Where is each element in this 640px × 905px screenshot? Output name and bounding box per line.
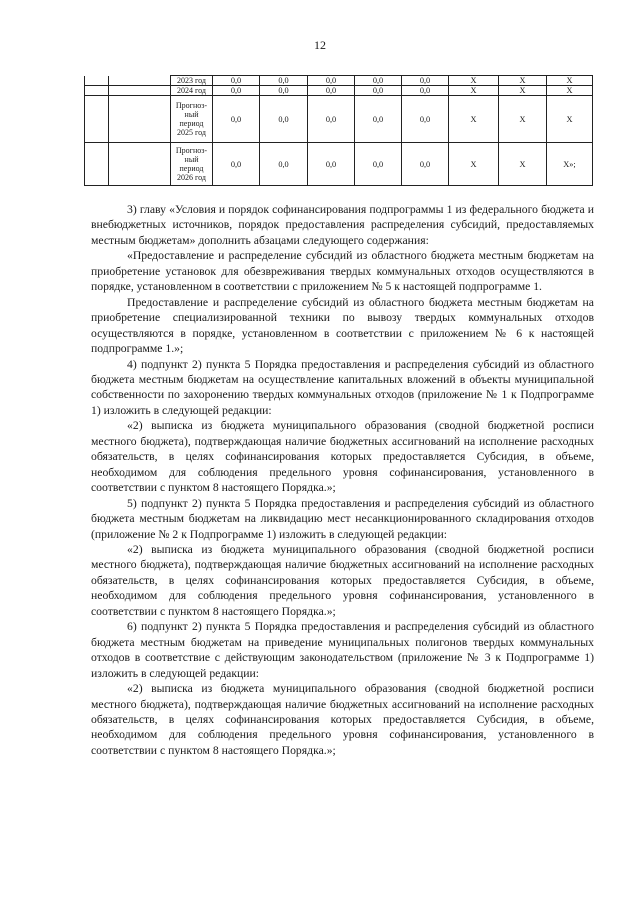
table-row (85, 143, 593, 186)
budget-table (84, 75, 593, 186)
table-cell-period (171, 76, 213, 86)
table-cell-empty (109, 86, 171, 96)
table-cell-empty (85, 96, 109, 143)
table-cell-period (171, 86, 213, 96)
table-cell-empty (85, 143, 109, 186)
table-cell-value: Х (499, 143, 547, 186)
period-label-line: ный (184, 110, 199, 119)
table-cell-value: 0,0 (260, 96, 308, 143)
table-cell-value: 0,0 (355, 96, 402, 143)
period-label-line: 2024 год (177, 86, 206, 95)
table-cell-value: Х (499, 76, 547, 86)
period-label-line: Прогноз- (175, 146, 208, 155)
table-row (85, 96, 593, 143)
table-cell-value: Х (547, 86, 593, 96)
table-cell-value: 0,0 (402, 143, 449, 186)
paragraph: 4) подпункт 2) пункта 5 Порядка предоставления и распределения субсидий из областного бюджета местным бюджетам на осуществление капитальных вложений в объекты муниципальной собственности по захоронению твердых коммунальных отходов (приложение № 1 к Подпрограмме 1) изложить в следующей редакции: (91, 357, 594, 417)
table-cell-value: Х (449, 76, 499, 86)
table-cell-empty (85, 76, 109, 86)
table-cell-value: 0,0 (260, 76, 308, 86)
table-cell-value: 0,0 (308, 76, 355, 86)
period-label-line: 2023 год (177, 76, 206, 85)
table-cell-value: Х (449, 86, 499, 96)
table-row (85, 76, 593, 86)
table-cell-value: 0,0 (402, 96, 449, 143)
document-body (91, 202, 594, 758)
table-cell-empty (85, 86, 109, 96)
paragraph: «Предоставление и распределение субсидий из областного бюджета местным бюджетам на приобретение установок для обезвреживания твердых коммунальных отходов осуществляются в порядке, установленном в соответствии с приложением № 5 к настоящей подпрограмме 1. (91, 249, 594, 294)
table-cell-value: 0,0 (213, 143, 260, 186)
period-label-line: период (179, 119, 204, 128)
paragraph: Предоставление и распределение субсидий из областного бюджета местным бюджетам на приобретение специализированной техники по вывозу твердых коммунальных отходов осуществляются в порядке, установленном в соответствии с приложением № 6 к настоящей подпрограмме 1.»; (91, 295, 594, 356)
table-cell-value: 0,0 (308, 86, 355, 96)
paragraph: 5) подпункт 2) пункта 5 Порядка предоставления и распределения субсидий из областного бюджета местным бюджетам на ликвидацию мест несанкционированного складирования отходов (приложение № 2 к Подпрограмме 1) изложить в следующей редакции: (91, 496, 594, 541)
paragraph: «2) выписка из бюджета муниципального образования (сводной бюджетной росписи местного бюджета), подтверждающая наличие бюджетных ассигнований на исполнение расходных обязательств, в целях софинансирования которых предоставляется Субсидия, в объеме, необходимом для соблюдения предельного уровня софинансирования, установленного в соответствии с пунктом 8 настоящего Порядка.»; (91, 682, 594, 757)
table-cell-value: Х (499, 96, 547, 143)
table-row (85, 86, 593, 96)
table-cell-value: 0,0 (355, 143, 402, 186)
page-number: 12 (314, 38, 326, 52)
table-cell-value: 0,0 (355, 76, 402, 86)
paragraph: 6) подпункт 2) пункта 5 Порядка предоставления и распределения субсидий из областного бюджета местным бюджетам на приведение муниципальных полигонов твердых коммунальных отходов в соответствие с действующим законодательством (приложение № 3 к Подпрограмме 1) изложить в следующей редакции: (91, 620, 594, 680)
period-label-line: 2026 год (177, 173, 206, 182)
table-cell-value: 0,0 (308, 143, 355, 186)
table-cell-value: Х (449, 143, 499, 186)
table-cell-value: Х (449, 96, 499, 143)
table-cell-value: Х»; (547, 143, 593, 186)
table-cell-empty (109, 76, 171, 86)
paragraph: «2) выписка из бюджета муниципального образования (сводной бюджетной росписи местного бюджета), подтверждающая наличие бюджетных ассигнований на исполнение расходных обязательств, в целях софинансирования которых предоставляется Субсидия, в объеме, необходимом для соблюдения предельного уровня софинансирования, установленного в соответствии с пунктом 8 настоящего Порядка.»; (91, 542, 594, 618)
table-cell-value: 0,0 (402, 86, 449, 96)
paragraph: 3) главу «Условия и порядок софинансирования подпрограммы 1 из федерального бюджета и внебюджетных источников, порядок предоставления распределения субсидий, предоставляемых местным бюджетам» дополнить абзацами следующего содержания: (91, 203, 594, 247)
table-cell-value: Х (547, 96, 593, 143)
table-cell-empty (109, 96, 171, 143)
table-cell-value: 0,0 (308, 96, 355, 143)
table-cell-value: 0,0 (213, 86, 260, 96)
table-cell-value: 0,0 (402, 76, 449, 86)
table-cell-value: 0,0 (260, 86, 308, 96)
table-cell-empty (109, 143, 171, 186)
period-label-line: ный (184, 155, 199, 164)
table-cell-value: 0,0 (260, 143, 308, 186)
table-cell-period (171, 96, 213, 143)
table-cell-value: Х (499, 86, 547, 96)
table-cell-value: 0,0 (355, 86, 402, 96)
period-label-line: период (179, 164, 204, 173)
table-cell-value: Х (547, 76, 593, 86)
period-label-line: Прогноз- (175, 101, 208, 110)
table-cell-value: 0,0 (213, 96, 260, 143)
paragraph: «2) выписка из бюджета муниципального образования (сводной бюджетной росписи местного бюджета), подтверждающая наличие бюджетных ассигнований на исполнение расходных обязательств, в целях софинансирования которых предоставляется Субсидия, в объеме, необходимом для соблюдения предельного уровня софинансирования, установленного в соответствии с пунктом 8 настоящего Порядка.»; (91, 419, 594, 495)
table-cell-value: 0,0 (213, 76, 260, 86)
table-cell-period (171, 143, 213, 186)
period-label-line: 2025 год (177, 128, 206, 137)
